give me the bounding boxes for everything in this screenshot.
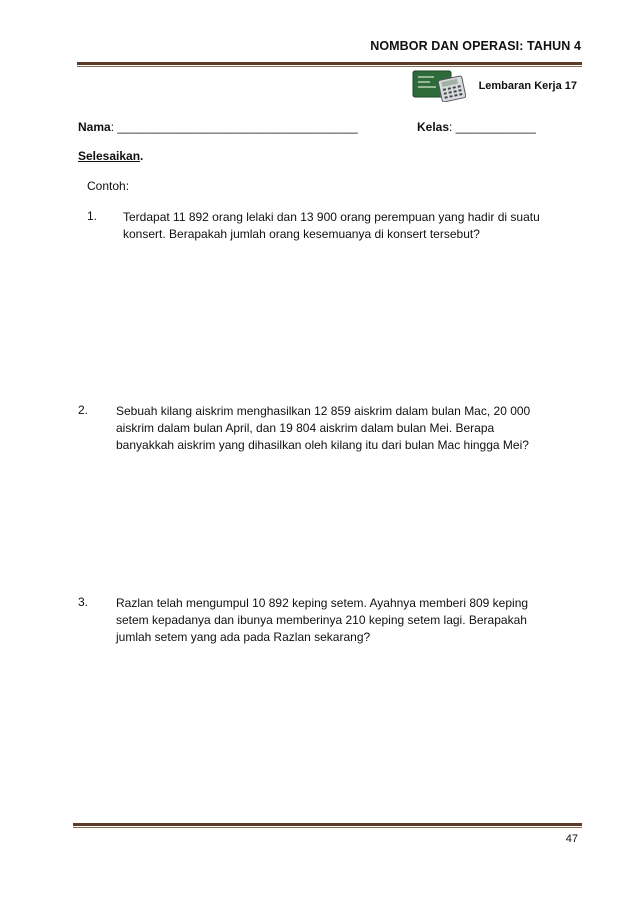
question-2-line-2: aiskrim dalam bulan April, dan 19 804 aiskrim dalam bulan Mei. Berapa	[116, 421, 495, 435]
question-2-text	[116, 403, 586, 454]
class-field[interactable]	[417, 120, 536, 134]
instruction-heading	[78, 149, 143, 163]
question-1-text	[123, 209, 593, 243]
question-3-number: 3.	[78, 595, 89, 609]
question-1-line-2: konsert. Berapakah jumlah orang kesemuanya di konsert tersebut?	[123, 227, 480, 241]
question-3-line-1: Razlan telah mengumpul 10 892 keping setem. Ayahnya memberi 809 keping	[116, 596, 529, 610]
header-title: NOMBOR DAN OPERASI: TAHUN 4	[370, 39, 581, 53]
question-3-line-2: setem kepadanya dan ibunya memberinya 210 keping setem lagi. Berapakah	[116, 613, 527, 627]
example-label: Contoh:	[87, 179, 130, 193]
class-label: Kelas	[417, 120, 450, 134]
name-field[interactable]	[78, 120, 358, 134]
question-1-line-1: Terdapat 11 892 orang lelaki dan 13 900 orang perempuan yang hadir di suatu	[123, 210, 540, 224]
question-2-line-3: banyakkah aiskrim yang dihasilkan oleh kilang itu dari bulan Mac hingga Mei?	[116, 438, 529, 452]
name-label: Nama	[78, 120, 111, 134]
name-blank[interactable]: : ____________________________________	[110, 120, 358, 134]
page-number: 47	[565, 833, 578, 845]
question-2-line-1: Sebuah kilang aiskrim menghasilkan 12 859 aiskrim dalam bulan Mac, 20 000	[116, 404, 531, 418]
header-rule	[77, 62, 582, 65]
class-blank[interactable]: : ____________	[449, 120, 536, 134]
footer-rule-thin	[73, 827, 582, 828]
instruction-text: Selesaikan	[78, 149, 141, 163]
header-rule-thin	[77, 66, 582, 67]
footer-rule	[73, 823, 582, 826]
question-3-line-3: jumlah setem yang ada pada Razlan sekarang?	[116, 630, 371, 644]
chalkboard-calculator-icon	[412, 70, 466, 102]
instruction-suffix: .	[140, 149, 144, 163]
worksheet-label: Lembaran Kerja 17	[478, 80, 577, 92]
question-2-number: 2.	[78, 403, 89, 417]
question-3-text	[116, 595, 586, 646]
question-1-number: 1.	[87, 209, 98, 223]
